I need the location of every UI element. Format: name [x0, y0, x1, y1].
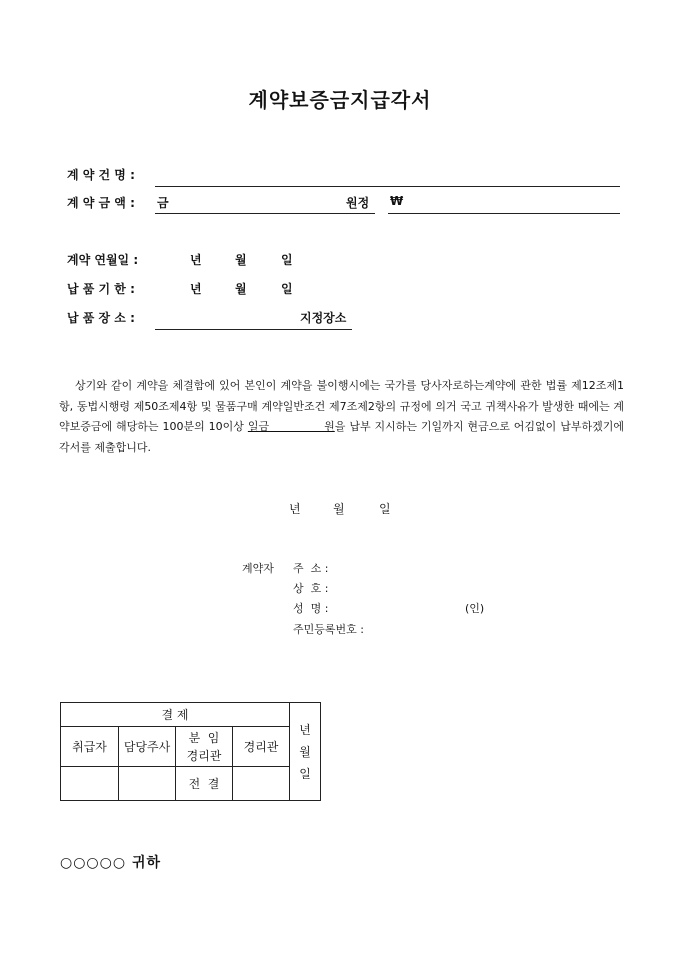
approval-col-sub-accountant — [176, 727, 233, 767]
amount-suffix: 원정 — [346, 196, 370, 210]
contractor-name-label: 성 명 : — [293, 602, 329, 615]
contract-date-label: 계약 연월일 : — [67, 253, 139, 267]
contract-amount-line — [155, 213, 375, 214]
date-day: 일 — [379, 502, 391, 516]
deadline-day: 일 — [281, 282, 293, 296]
amount-currency-mark: ₩ — [390, 194, 404, 208]
contractor-address-label: 주 소 : — [293, 562, 329, 575]
contract-name-label: 계 약 건 명 : — [67, 168, 135, 182]
addressee: ○○○○○ 귀하 — [60, 855, 162, 871]
approval-date-cell — [290, 703, 321, 801]
pledge-text-end: 을 납부 지시하는 기일까지 현금으로 어김없이 납부하겠기에 각서를 제출합니다. — [59, 420, 624, 454]
approval-date-month: 월 — [299, 744, 311, 759]
pledge-paragraph — [59, 376, 624, 458]
approval-sign-handler — [61, 767, 119, 801]
approval-col3-top: 분 임 — [188, 730, 220, 745]
contractor-company-label: 상 호 : — [293, 582, 329, 595]
contract-amount-label: 계 약 금 액 : — [67, 196, 135, 210]
delivery-place-line — [155, 329, 352, 330]
approval-header: 결 제 — [61, 703, 290, 727]
approval-date-year: 년 — [299, 722, 311, 737]
deadline-year: 년 — [190, 282, 202, 296]
delivery-place-label: 납 품 장 소 : — [67, 311, 135, 325]
contractor-seal: (인) — [465, 602, 485, 615]
contractor-resident-no-label: 주민등록번호 : — [293, 623, 364, 636]
document-title: 계약보증금지급각서 — [248, 88, 432, 112]
approval-date-day: 일 — [299, 766, 311, 781]
pledge-text-amount: 일금 원 — [247, 420, 335, 433]
approval-sign-full-authority: 전 결 — [176, 767, 233, 801]
contractor-label: 계약자 — [242, 562, 274, 575]
contract-month: 월 — [235, 253, 247, 267]
date-month: 월 — [333, 502, 345, 516]
amount-prefix: 금 — [157, 196, 169, 210]
approval-sign-accountant — [233, 767, 290, 801]
contract-name-line — [155, 186, 620, 187]
date-year: 년 — [289, 502, 301, 516]
approval-col-officer: 담당주사 — [119, 727, 176, 767]
contract-year: 년 — [190, 253, 202, 267]
contract-amount-won-line — [388, 213, 620, 214]
contract-day: 일 — [281, 253, 293, 267]
delivery-deadline-label: 납 품 기 한 : — [67, 282, 135, 296]
approval-sign-officer — [119, 767, 176, 801]
approval-col3-bottom: 경리관 — [186, 748, 222, 763]
pledge-text-main: 상기와 같이 계약을 체결함에 있어 본인이 계약을 불이행시에는 국가를 당사자로하는계약에 관한 법률 제12조제1항, 동법시행령 제50조제4항 및 물품구매 계약일반조건 제7조제2항의 규정에 의거 국고 귀책사유가 발생한 때에는 계약보증금에 해당하는 100분의 10이상 — [59, 379, 624, 433]
delivery-place-value: 지정장소 — [300, 311, 347, 325]
approval-col-accountant: 경리관 — [233, 727, 290, 767]
deadline-month: 월 — [235, 282, 247, 296]
approval-table — [60, 702, 321, 801]
approval-col-handler: 취급자 — [61, 727, 119, 767]
